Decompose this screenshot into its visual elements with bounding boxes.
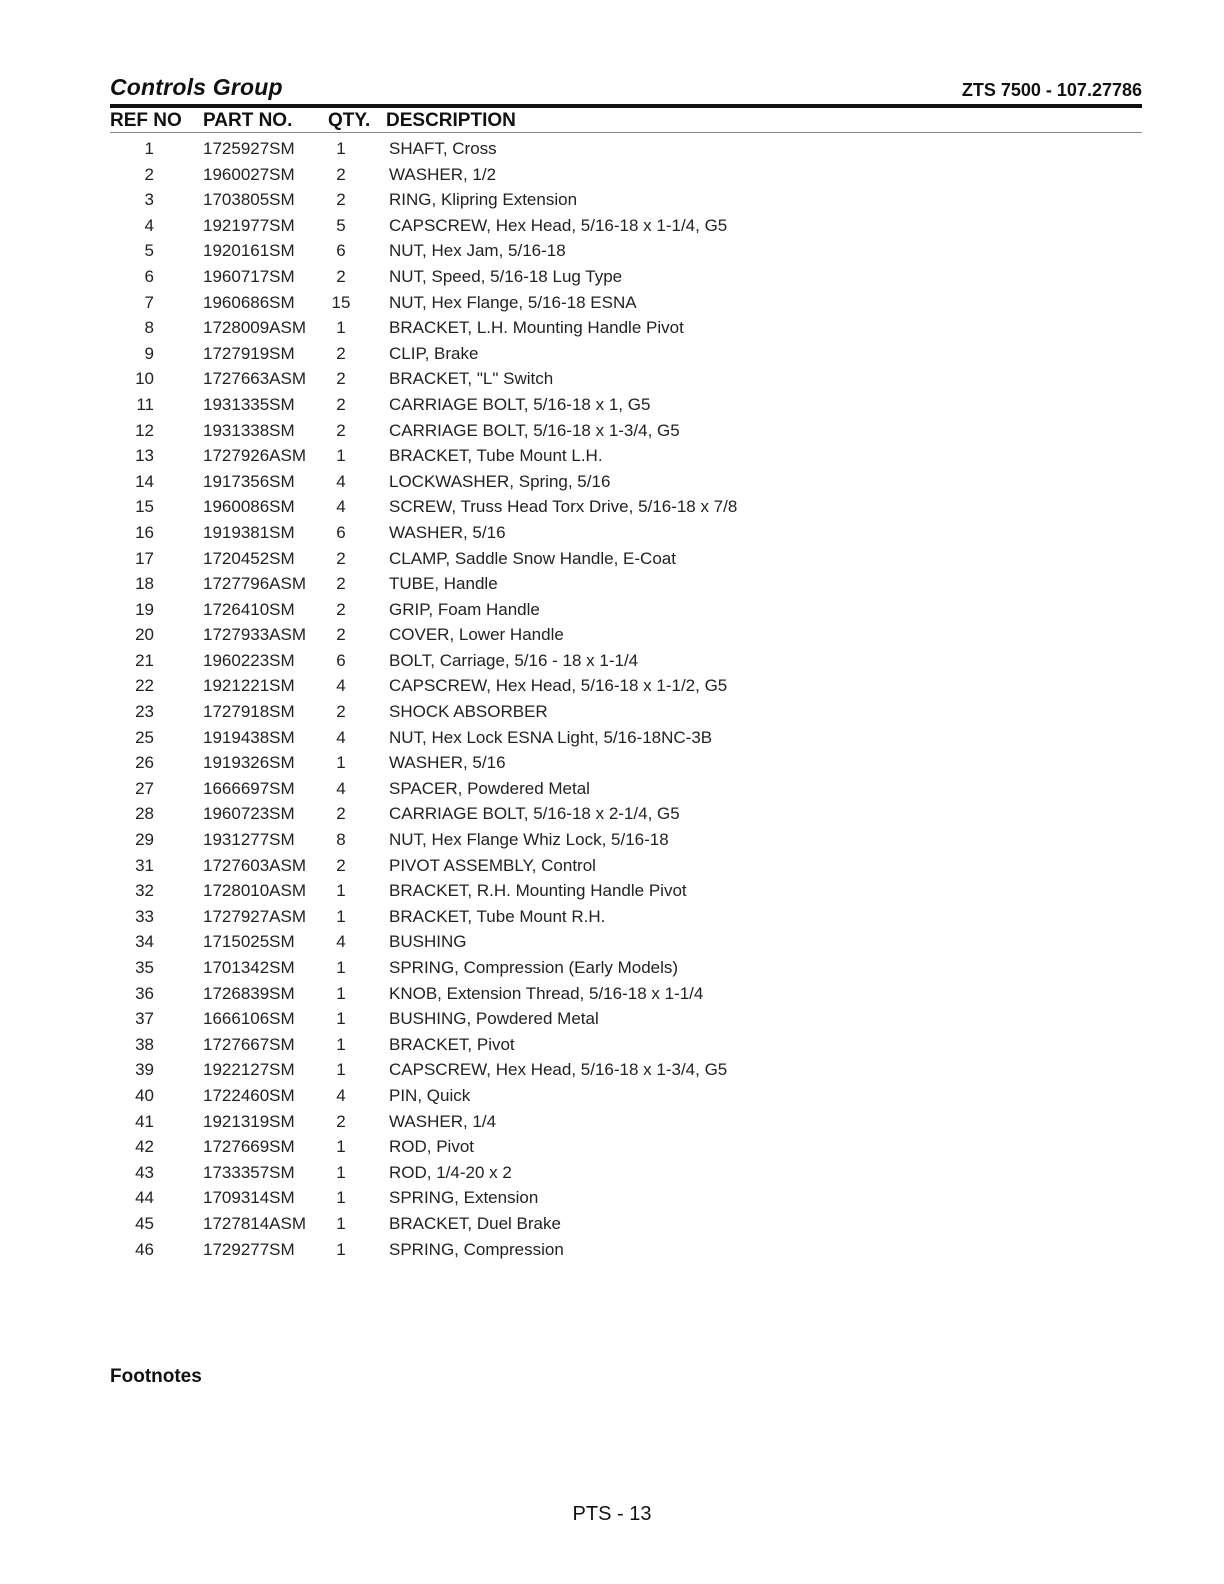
- table-row: [110, 547, 1142, 573]
- table-row: [110, 572, 1142, 598]
- table-row: [110, 1135, 1142, 1161]
- page-number: PTS - 13: [572, 1503, 652, 1525]
- description-cell: SPRING, Extension: [389, 1188, 539, 1208]
- part-no-cell: 1729277SM: [203, 1239, 295, 1259]
- description-cell: KNOB, Extension Thread, 5/16-18 x 1-1/4: [389, 983, 704, 1003]
- description-cell: SHOCK ABSORBER: [389, 702, 548, 722]
- part-no-cell: 1960223SM: [203, 650, 295, 670]
- table-row: [110, 1007, 1142, 1033]
- table-row: [110, 879, 1142, 905]
- description-cell: BUSHING: [389, 932, 467, 952]
- description-cell: SHAFT, Cross: [389, 139, 497, 158]
- qty-cell: 2: [336, 574, 346, 594]
- description-cell: BRACKET, Pivot: [389, 1034, 515, 1054]
- qty-cell: 4: [336, 932, 346, 952]
- part-no-cell: 1722460SM: [203, 1085, 295, 1105]
- description-cell: BRACKET, L.H. Mounting Handle Pivot: [389, 318, 684, 338]
- ref-no-cell: 43: [135, 1162, 154, 1182]
- description-cell: NUT, Speed, 5/16-18 Lug Type: [389, 266, 623, 286]
- part-no-cell: 1703805SM: [203, 190, 295, 210]
- part-no-cell: 1709314SM: [203, 1188, 295, 1208]
- part-no-cell: 1733357SM: [203, 1162, 295, 1182]
- ref-no-cell: 9: [144, 343, 154, 363]
- table-row: [110, 393, 1142, 419]
- table-row: [110, 1033, 1142, 1059]
- ref-no-cell: 45: [135, 1213, 154, 1233]
- qty-cell: 4: [336, 676, 346, 696]
- part-no-cell: 1728009ASM: [203, 318, 307, 338]
- ref-no-cell: 13: [135, 446, 154, 466]
- qty-cell: 1: [336, 446, 346, 466]
- description-cell: RING, Klipring Extension: [389, 190, 578, 210]
- qty-cell: 2: [336, 1111, 346, 1131]
- ref-no-cell: 7: [144, 292, 154, 312]
- ref-no-cell: 39: [135, 1060, 154, 1080]
- part-no-cell: 1720452SM: [203, 548, 295, 568]
- table-row: [110, 316, 1142, 342]
- qty-cell: 5: [336, 215, 346, 235]
- description-cell: GRIP, Foam Handle: [389, 599, 540, 619]
- part-no-cell: 1666697SM: [203, 778, 295, 798]
- qty-cell: 2: [336, 625, 346, 645]
- table-row: [110, 726, 1142, 752]
- qty-cell: 2: [336, 394, 346, 414]
- table-row: [110, 1212, 1142, 1238]
- description-cell: CAPSCREW, Hex Head, 5/16-18 x 1-1/4, G5: [389, 215, 728, 235]
- qty-cell: 2: [336, 804, 346, 824]
- ref-no-cell: 2: [144, 164, 154, 184]
- description-cell: SPRING, Compression (Early Models): [389, 958, 679, 977]
- table-row: [110, 1161, 1142, 1187]
- qty-cell: 2: [336, 855, 346, 875]
- description-cell: WASHER, 1/2: [389, 164, 497, 184]
- footnotes-heading: Footnotes: [110, 1366, 202, 1387]
- description-cell: TUBE, Handle: [389, 574, 498, 594]
- ref-no-cell: 20: [135, 625, 154, 645]
- table-row: [110, 342, 1142, 368]
- table-row: [110, 905, 1142, 931]
- table-row: [110, 700, 1142, 726]
- description-cell: ROD, 1/4-20 x 2: [389, 1162, 512, 1182]
- ref-no-cell: 26: [135, 753, 154, 773]
- column-header-description: DESCRIPTION: [386, 110, 516, 131]
- table-row: [110, 1238, 1142, 1264]
- ref-no-cell: 1: [144, 139, 154, 158]
- description-cell: BRACKET, Duel Brake: [389, 1213, 561, 1233]
- part-no-cell: 1919381SM: [203, 522, 295, 542]
- part-no-cell: 1726410SM: [203, 599, 295, 619]
- table-row: [110, 777, 1142, 803]
- qty-cell: 1: [336, 983, 346, 1003]
- qty-cell: 6: [336, 241, 346, 261]
- qty-cell: 1: [336, 1239, 346, 1259]
- table-row: [110, 802, 1142, 828]
- ref-no-cell: 11: [136, 394, 154, 414]
- part-no-cell: 1960723SM: [203, 804, 295, 824]
- description-cell: NUT, Hex Lock ESNA Light, 5/16-18NC-3B: [389, 727, 713, 747]
- ref-no-cell: 3: [144, 190, 154, 210]
- ref-no-cell: 5: [144, 241, 154, 261]
- page-header: [110, 74, 1142, 102]
- qty-cell: 1: [336, 1060, 346, 1080]
- qty-cell: 2: [336, 548, 346, 568]
- ref-no-cell: 31: [135, 855, 154, 875]
- part-no-cell: 1727667SM: [203, 1034, 295, 1054]
- ref-no-cell: 10: [135, 369, 154, 389]
- description-cell: PIN, Quick: [389, 1085, 471, 1105]
- description-cell: WASHER, 5/16: [389, 522, 506, 542]
- parts-list: [110, 137, 1142, 1263]
- table-row: [110, 956, 1142, 982]
- ref-no-cell: 28: [135, 804, 154, 824]
- qty-cell: 1: [336, 958, 346, 977]
- qty-cell: 1: [336, 753, 346, 773]
- table-row: [110, 367, 1142, 393]
- qty-cell: 2: [336, 702, 346, 722]
- ref-no-cell: 27: [135, 778, 154, 798]
- header-divider: [110, 104, 1142, 108]
- part-no-cell: 1931335SM: [203, 394, 295, 414]
- ref-no-cell: 41: [135, 1111, 154, 1131]
- table-row: [110, 265, 1142, 291]
- part-no-cell: 1921977SM: [203, 215, 295, 235]
- part-no-cell: 1960686SM: [203, 292, 295, 312]
- table-row: [110, 163, 1142, 189]
- table-row: [110, 598, 1142, 624]
- ref-no-cell: 18: [135, 574, 154, 594]
- ref-no-cell: 14: [135, 471, 154, 491]
- table-row: [110, 137, 1142, 163]
- description-cell: CAPSCREW, Hex Head, 5/16-18 x 1-3/4, G5: [389, 1060, 728, 1080]
- ref-no-cell: 19: [135, 599, 154, 619]
- part-no-cell: 1727927ASM: [203, 906, 307, 926]
- part-no-cell: 1922127SM: [203, 1060, 295, 1080]
- part-no-cell: 1919326SM: [203, 753, 295, 773]
- table-row: [110, 828, 1142, 854]
- table-row: [110, 444, 1142, 470]
- description-cell: SPACER, Powdered Metal: [389, 778, 590, 798]
- description-cell: BRACKET, "L" Switch: [389, 369, 554, 389]
- description-cell: ROD, Pivot: [389, 1137, 475, 1157]
- qty-cell: 2: [336, 266, 346, 286]
- part-no-cell: 1921221SM: [203, 676, 295, 696]
- qty-cell: 2: [336, 190, 346, 210]
- table-row: [110, 521, 1142, 547]
- table-row: [110, 470, 1142, 496]
- column-headers: [110, 110, 1142, 133]
- part-no-cell: 1931277SM: [203, 830, 295, 850]
- qty-cell: 1: [336, 1213, 346, 1233]
- part-no-cell: 1701342SM: [203, 958, 295, 977]
- table-row: [110, 751, 1142, 777]
- ref-no-cell: 38: [135, 1034, 154, 1054]
- description-cell: NUT, Hex Jam, 5/16-18: [389, 241, 566, 261]
- qty-cell: 6: [336, 650, 346, 670]
- qty-cell: 2: [336, 164, 346, 184]
- qty-cell: 1: [336, 1009, 346, 1029]
- ref-no-cell: 35: [135, 958, 154, 977]
- description-cell: BOLT, Carriage, 5/16 - 18 x 1-1/4: [389, 650, 639, 670]
- table-row: [110, 495, 1142, 521]
- qty-cell: 2: [336, 369, 346, 389]
- ref-no-cell: 12: [135, 420, 154, 440]
- table-row: [110, 930, 1142, 956]
- ref-no-cell: 16: [135, 522, 154, 542]
- part-no-cell: 1917356SM: [203, 471, 295, 491]
- part-no-cell: 1727926ASM: [203, 446, 307, 466]
- table-row: [110, 1084, 1142, 1110]
- part-no-cell: 1921319SM: [203, 1111, 295, 1131]
- ref-no-cell: 34: [135, 932, 154, 952]
- ref-no-cell: 17: [135, 548, 154, 568]
- qty-cell: 6: [336, 522, 346, 542]
- description-cell: CAPSCREW, Hex Head, 5/16-18 x 1-1/2, G5: [389, 676, 728, 696]
- part-no-cell: 1727603ASM: [203, 855, 307, 875]
- part-no-cell: 1931338SM: [203, 420, 295, 440]
- table-row: [110, 1186, 1142, 1212]
- part-no-cell: 1715025SM: [203, 932, 295, 952]
- section-title: Controls Group: [110, 74, 283, 100]
- qty-cell: 4: [336, 471, 346, 491]
- description-cell: PIVOT ASSEMBLY, Control: [389, 855, 596, 875]
- qty-cell: 1: [336, 1137, 346, 1157]
- part-no-cell: 1727796ASM: [203, 574, 307, 594]
- ref-no-cell: 21: [135, 650, 154, 670]
- qty-cell: 8: [336, 830, 346, 850]
- qty-cell: 1: [336, 1162, 346, 1182]
- ref-no-cell: 44: [135, 1188, 154, 1208]
- description-cell: SCREW, Truss Head Torx Drive, 5/16-18 x 7/8: [389, 497, 738, 517]
- table-row: [110, 623, 1142, 649]
- description-cell: BRACKET, R.H. Mounting Handle Pivot: [389, 881, 687, 901]
- ref-no-cell: 40: [135, 1085, 154, 1105]
- part-no-cell: 1920161SM: [203, 241, 295, 261]
- table-row: [110, 649, 1142, 675]
- description-cell: BUSHING, Powdered Metal: [389, 1009, 599, 1029]
- part-no-cell: 1725927SM: [203, 139, 295, 158]
- description-cell: CARRIAGE BOLT, 5/16-18 x 1-3/4, G5: [389, 420, 680, 440]
- description-cell: NUT, Hex Flange Whiz Lock, 5/16-18: [389, 830, 669, 850]
- qty-cell: 1: [336, 139, 346, 158]
- ref-no-cell: 29: [135, 830, 154, 850]
- qty-cell: 4: [336, 497, 346, 517]
- description-cell: LOCKWASHER, Spring, 5/16: [389, 471, 611, 491]
- table-row: [110, 291, 1142, 317]
- ref-no-cell: 32: [135, 881, 154, 901]
- ref-no-cell: 23: [135, 702, 154, 722]
- description-cell: CARRIAGE BOLT, 5/16-18 x 2-1/4, G5: [389, 804, 680, 824]
- table-row: [110, 214, 1142, 240]
- part-no-cell: 1728010ASM: [203, 881, 307, 901]
- table-row: [110, 239, 1142, 265]
- qty-cell: 4: [336, 778, 346, 798]
- table-row: [110, 419, 1142, 445]
- description-cell: WASHER, 5/16: [389, 753, 506, 773]
- column-header-ref-no: REF NO: [110, 110, 182, 131]
- qty-cell: 2: [336, 420, 346, 440]
- ref-no-cell: 42: [135, 1137, 154, 1157]
- qty-cell: 1: [336, 906, 346, 926]
- ref-no-cell: 15: [135, 497, 154, 517]
- qty-cell: 1: [336, 1034, 346, 1054]
- table-row: [110, 1110, 1142, 1136]
- qty-cell: 1: [336, 1188, 346, 1208]
- part-no-cell: 1666106SM: [203, 1009, 295, 1029]
- qty-cell: 1: [336, 881, 346, 901]
- part-no-cell: 1727918SM: [203, 702, 295, 722]
- part-no-cell: 1919438SM: [203, 727, 295, 747]
- table-row: [110, 982, 1142, 1008]
- description-cell: BRACKET, Tube Mount L.H.: [389, 446, 603, 466]
- ref-no-cell: 8: [144, 318, 154, 338]
- ref-no-cell: 46: [135, 1239, 154, 1259]
- description-cell: BRACKET, Tube Mount R.H.: [389, 906, 606, 926]
- part-no-cell: 1960717SM: [203, 266, 295, 286]
- ref-no-cell: 33: [135, 906, 154, 926]
- description-cell: CLAMP, Saddle Snow Handle, E-Coat: [389, 548, 676, 568]
- qty-cell: 1: [336, 318, 346, 338]
- ref-no-cell: 37: [135, 1009, 154, 1029]
- qty-cell: 4: [336, 727, 346, 747]
- qty-cell: 15: [331, 292, 351, 312]
- part-no-cell: 1960086SM: [203, 497, 295, 517]
- description-cell: NUT, Hex Flange, 5/16-18 ESNA: [389, 292, 637, 312]
- description-cell: COVER, Lower Handle: [389, 625, 564, 645]
- table-row: [110, 854, 1142, 880]
- part-no-cell: 1727663ASM: [203, 369, 307, 389]
- qty-cell: 2: [336, 343, 346, 363]
- part-no-cell: 1727933ASM: [203, 625, 307, 645]
- column-header-part-no: PART NO.: [203, 110, 293, 131]
- ref-no-cell: 6: [144, 266, 154, 286]
- part-no-cell: 1727669SM: [203, 1137, 295, 1157]
- part-no-cell: 1727814ASM: [203, 1213, 307, 1233]
- description-cell: WASHER, 1/4: [389, 1111, 497, 1131]
- part-no-cell: 1727919SM: [203, 343, 295, 363]
- ref-no-cell: 4: [144, 215, 154, 235]
- ref-no-cell: 22: [135, 676, 154, 696]
- part-no-cell: 1726839SM: [203, 983, 295, 1003]
- part-no-cell: 1960027SM: [203, 164, 295, 184]
- description-cell: SPRING, Compression: [389, 1239, 564, 1259]
- ref-no-cell: 36: [135, 983, 154, 1003]
- table-row: [110, 674, 1142, 700]
- description-cell: CLIP, Brake: [389, 343, 479, 363]
- table-row: [110, 188, 1142, 214]
- description-cell: CARRIAGE BOLT, 5/16-18 x 1, G5: [389, 394, 651, 414]
- table-row: [110, 1058, 1142, 1084]
- qty-cell: 2: [336, 599, 346, 619]
- qty-cell: 4: [336, 1085, 346, 1105]
- column-header-qty: QTY.: [328, 110, 371, 131]
- model-number: ZTS 7500 - 107.27786: [961, 80, 1142, 100]
- ref-no-cell: 25: [135, 727, 154, 747]
